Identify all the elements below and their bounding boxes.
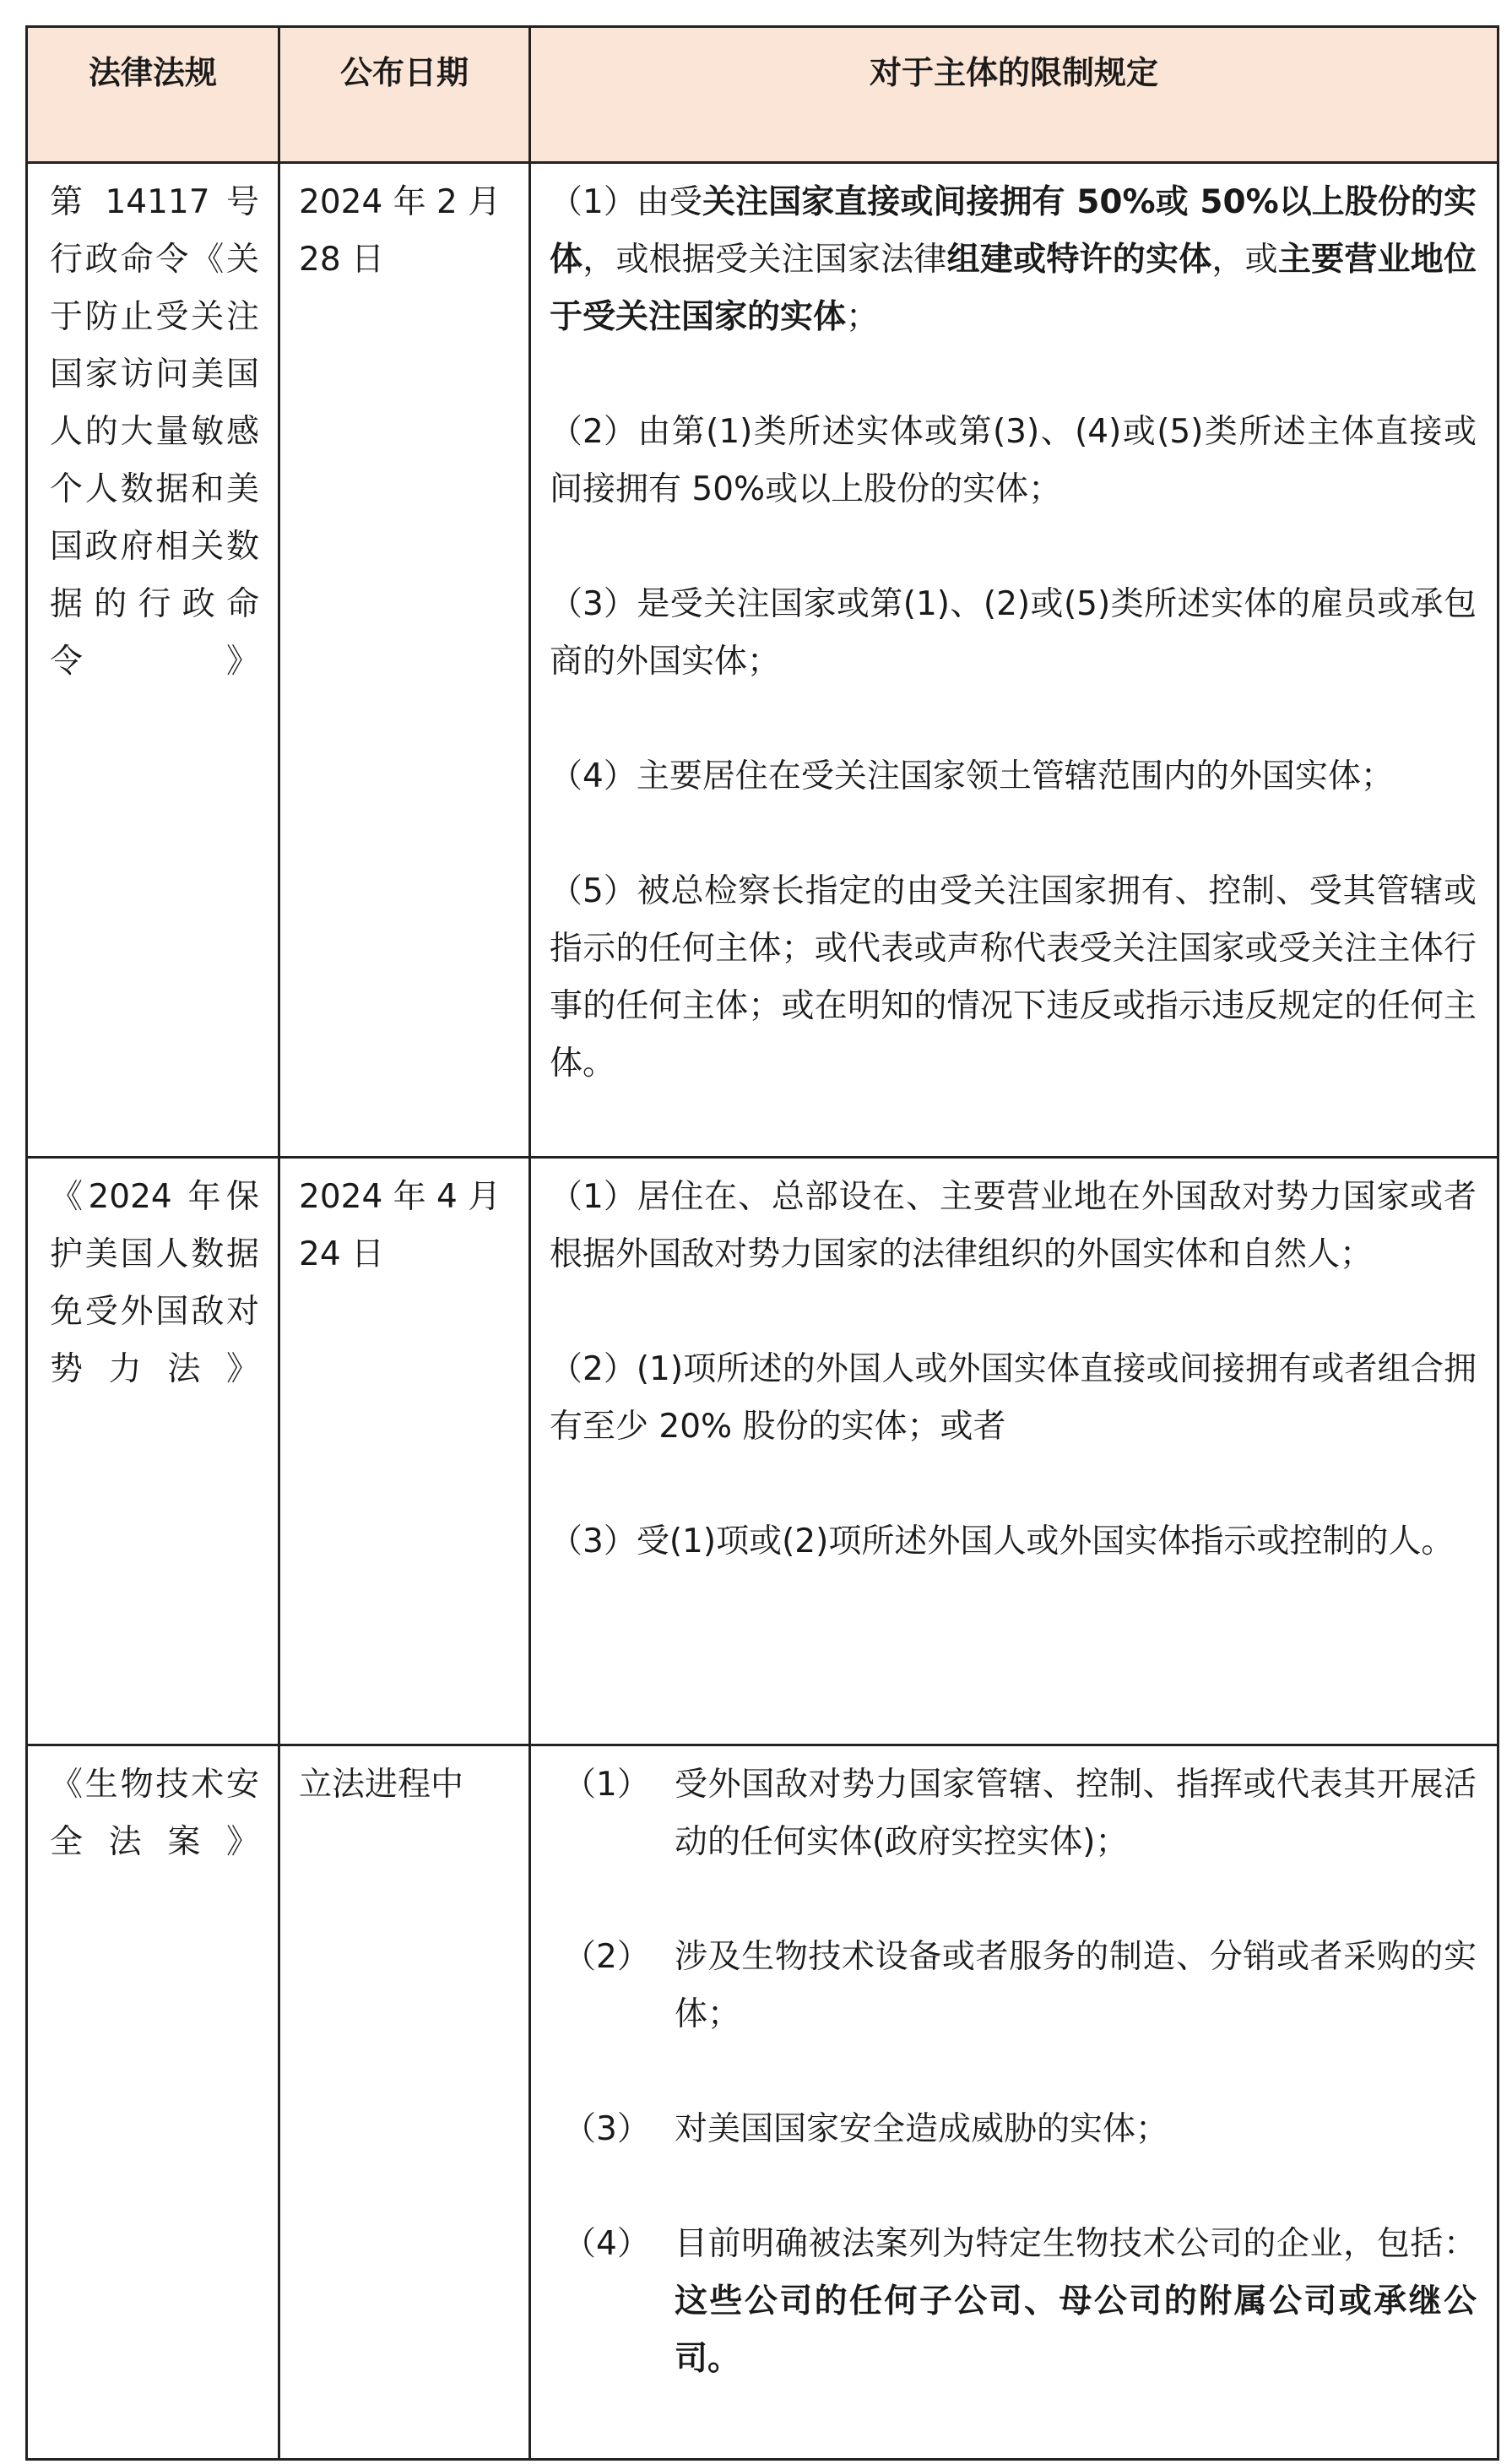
restrictions-cell: [530, 1158, 1498, 1745]
table-row: [27, 163, 1498, 1158]
item-text: 居住在、总部设在、主要营业地在外国敌对势力国家或者根据外国敌对势力国家的法律组织的外国实体和自然人；: [550, 1178, 1477, 1273]
item-number: （1）: [563, 1766, 650, 1804]
item-text-bold: 组建或特许的实体: [946, 241, 1212, 279]
restriction-item: [550, 1756, 1477, 1871]
restriction-item: [550, 174, 1477, 346]
item-text: 涉及生物技术设备或者服务的制造、分销或者采购的实体；: [675, 1938, 1477, 2033]
item-number: （1）: [550, 183, 637, 221]
restriction-item: [550, 2216, 1477, 2388]
restriction-item: [550, 1169, 1477, 1284]
item-text-group: [675, 2216, 1477, 2388]
item-text: 目前明确被法案列为特定生物技术公司的企业，包括：: [675, 2225, 1477, 2263]
restriction-item: [550, 863, 1477, 1093]
item-text: 是受关注国家或第(1)、(2)或(5)类所述实体的雇员或承包商的外国实体；: [550, 585, 1477, 681]
item-text: ，或: [1211, 241, 1278, 279]
item-text: ；: [846, 298, 880, 336]
law-name: 《生物技术安全法案》: [27, 1745, 279, 2460]
item-text: 由第(1)类所述实体或第(3)、(4)或(5)类所述主体直接或间接拥有 50%或以上股份的实体；: [550, 413, 1477, 508]
restriction-item: [550, 748, 1477, 806]
item-number: （5）: [550, 872, 637, 910]
item-number: （2）: [563, 1938, 650, 1976]
regulations-table: [25, 25, 1499, 2461]
publish-date: 2024 年 4 月 24 日: [279, 1158, 530, 1745]
item-text: 主要居住在受关注国家领土管辖范围内的外国实体；: [636, 757, 1394, 795]
item-text-bold: 关注国家直接或间接拥有 50%或 50%以上股份的实体: [550, 183, 1477, 279]
restriction-item: [550, 576, 1477, 691]
law-name: 第 14117 号行政命令《关于防止受关注国家访问美国人的大量敏感个人数据和美国政府相关数据的行政命令》: [27, 163, 279, 1158]
item-number: （3）: [550, 585, 637, 623]
restriction-item: [550, 2101, 1477, 2158]
item-text: (1)项所述的外国人或外国实体直接或间接拥有或者组合拥有至少 20% 股份的实体；或者: [550, 1350, 1477, 1446]
header-restrictions: 对于主体的限制规定: [530, 27, 1498, 163]
item-number: （4）: [550, 757, 637, 795]
item-text-bold: 主要营业地位于受关注国家的实体: [550, 241, 1477, 336]
restrictions-cell: [530, 163, 1498, 1158]
restriction-item: [550, 1929, 1477, 2043]
item-number: （3）: [563, 2110, 650, 2148]
item-number: （2）: [550, 1350, 637, 1388]
header-date: 公布日期: [279, 27, 530, 163]
item-text: 由受: [636, 183, 702, 221]
restriction-item: [550, 1513, 1477, 1571]
item-text-bold: 这些公司的任何子公司、母公司的附属公司或承继公司。: [675, 2282, 1477, 2378]
restrictions-cell: [530, 1745, 1498, 2460]
law-name: 《2024 年保护美国人数据免受外国敌对势力法》: [27, 1158, 279, 1745]
restriction-item: [550, 404, 1477, 518]
publish-date: 立法进程中: [279, 1745, 530, 2460]
item-number: （3）: [550, 1522, 637, 1560]
restriction-item: [550, 1341, 1477, 1456]
item-text: ，或根据受关注国家法律: [583, 241, 947, 279]
item-text: 对美国国家安全造成威胁的实体；: [675, 2110, 1169, 2148]
header-law: 法律法规: [27, 27, 279, 163]
table-row: [27, 1745, 1498, 2460]
item-number: （1）: [550, 1178, 637, 1216]
header-row: [27, 27, 1498, 163]
item-number: （2）: [550, 413, 637, 451]
item-text: 受外国敌对势力国家管辖、控制、指挥或代表其开展活动的任何实体(政府实控实体)；: [675, 1766, 1477, 1861]
publish-date: 2024 年 2 月 28 日: [279, 163, 530, 1158]
table-row: [27, 1158, 1498, 1745]
item-text: 被总检察长指定的由受关注国家拥有、控制、受其管辖或指示的任何主体；或代表或声称代表受关注国家或受关注主体行事的任何主体；或在明知的情况下违反或指示违反规定的任何主体。: [550, 872, 1477, 1083]
item-text: 受(1)项或(2)项所述外国人或外国实体指示或控制的人。: [636, 1522, 1455, 1560]
item-number: （4）: [563, 2225, 650, 2263]
